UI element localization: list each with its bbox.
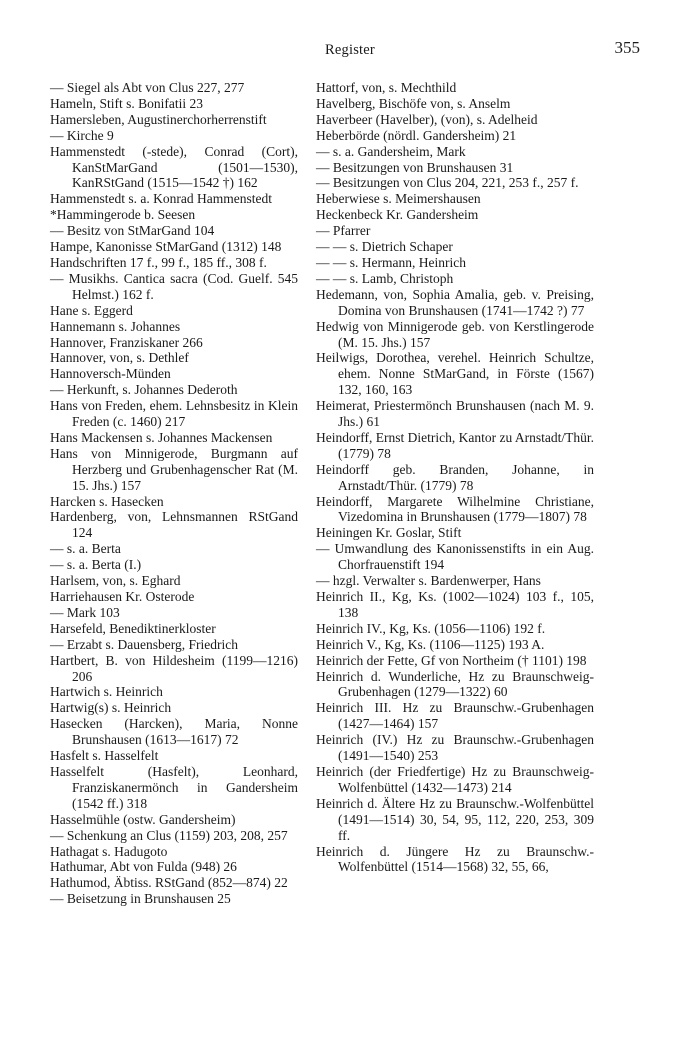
register-entry: Hannover, Franziskaner 266 xyxy=(50,334,203,350)
register-entry: — — s. Dietrich Schaper xyxy=(316,239,453,255)
register-entry: Hans Mackensen s. Johannes Mackensen xyxy=(50,429,273,445)
register-entry: — Schenkung an Clus (1159) 203, 208, 257 xyxy=(50,827,288,843)
register-entry: Hartwich s. Heinrich xyxy=(50,684,163,700)
register-entry: — Pfarrer xyxy=(316,223,371,239)
register-entry: Harlsem, von, s. Eghard xyxy=(50,573,181,589)
register-entry: Hameln, Stift s. Bonifatii 23 xyxy=(50,95,203,111)
register-entry: Hartbert, B. von Hildesheim (1199—1216) 206 xyxy=(50,652,298,684)
register-entry: Hasfelt s. Hasselfelt xyxy=(50,748,159,764)
register-column-left xyxy=(50,80,298,907)
register-entry: Harcken s. Hasecken xyxy=(50,493,164,509)
register-entry: Haverbeer (Havelber), (von), s. Adelheid xyxy=(316,111,538,127)
register-entry: — Musikhs. Cantica sacra (Cod. Guelf. 545 Helmst.) 162 f. xyxy=(50,270,298,302)
register-entry: Heinrich V., Kg, Ks. (1106—1125) 193 A. xyxy=(316,636,545,652)
running-title: Register xyxy=(325,42,375,58)
register-entry: — Mark 103 xyxy=(50,604,120,620)
register-entry: Hartwig(s) s. Heinrich xyxy=(50,700,172,716)
page-number: 355 xyxy=(614,38,640,57)
page-header xyxy=(50,38,650,62)
register-entry: Heinrich der Fette, Gf von Northeim († 1101) 198 xyxy=(316,652,587,668)
register-entry: Hannoversch-Münden xyxy=(50,366,171,382)
register-entry: Hannover, von, s. Dethlef xyxy=(50,350,189,366)
register-entry: — Beisetzung in Brunshausen 25 xyxy=(50,891,231,907)
register-entry: — Kirche 9 xyxy=(50,127,114,143)
register-entry: Heimerat, Priestermönch Brunshausen (nach M. 9. Jhs.) 61 xyxy=(316,398,594,430)
register-entry: Hattorf, von, s. Mechthild xyxy=(316,80,457,95)
register-entry: — — s. Hermann, Heinrich xyxy=(316,254,466,270)
register-entry: Heckenbeck Kr. Gandersheim xyxy=(316,207,479,223)
register-entry: Hans von Freden, ehem. Lehnsbesitz in Klein Freden (c. 1460) 217 xyxy=(50,398,298,430)
register-entry: — Siegel als Abt von Clus 227, 277 xyxy=(50,80,245,95)
register-entry: Heilwigs, Dorothea, verehel. Heinrich Schultze, ehem. Nonne StMarGand, in Förste (1567) 132, 160, 163 xyxy=(316,350,594,398)
register-entry: Hannemann s. Johannes xyxy=(50,318,181,334)
register-entry: — Umwandlung des Kanonissenstifts in ein Aug. Chorfrauenstift 194 xyxy=(316,541,594,573)
register-entry: Heberbörde (nördl. Gandersheim) 21 xyxy=(316,127,517,143)
register-entry: Heberwiese s. Meimershausen xyxy=(316,191,481,207)
register-entry: Heinrich (der Friedfertige) Hz zu Braunschweig-Wolfenbüttel (1432—1473) 214 xyxy=(316,763,594,795)
register-entry: — s. a. Berta xyxy=(50,541,121,557)
register-entry: Hedemann, von, Sophia Amalia, geb. v. Preising, Domina von Brunshausen (1741—1742 ?) 77 xyxy=(316,286,594,318)
register-entry: Hedwig von Minnigerode geb. von Kerstlingerode (M. 15. Jhs.) 157 xyxy=(316,318,594,350)
register-entry: Hathumod, Äbtiss. RStGand (852—874) 22 xyxy=(50,875,288,891)
register-entry: Heinrich d. Ältere Hz zu Braunschw.-Wolfenbüttel (1491—1514) 30, 54, 95, 112, 220, 253, 309 ff. xyxy=(316,795,594,843)
register-entry: *Hammingerode b. Seesen xyxy=(50,207,196,223)
register-entry: Hammenstedt (-stede), Conrad (Cort), KanStMarGand (1501—1530), KanRStGand (1515—1542 †) 162 xyxy=(50,143,298,191)
register-entry: Harriehausen Kr. Osterode xyxy=(50,589,195,604)
register-entry: Heinrich IV., Kg, Ks. (1056—1106) 192 f. xyxy=(316,620,546,636)
register-entry: Heinrich III. Hz zu Braunschw.-Grubenhagen (1427—1464) 157 xyxy=(316,700,594,732)
register-entry: Heiningen Kr. Goslar, Stift xyxy=(316,525,462,541)
register-entry: — Herkunft, s. Johannes Dederoth xyxy=(50,382,238,398)
register-entry: — s. a. Gandersheim, Mark xyxy=(316,143,466,159)
register-entry: Hampe, Kanonisse StMarGand (1312) 148 xyxy=(50,239,282,255)
register-entry: Heinrich d. Wunderliche, Hz zu Braunschweig-Grubenhagen (1279—1322) 60 xyxy=(316,668,594,700)
register-entry: Heinrich (IV.) Hz zu Braunschw.-Grubenhagen (1491—1540) 253 xyxy=(316,732,594,764)
register-entry: Hammenstedt s. a. Konrad Hammenstedt xyxy=(50,191,272,207)
register-entry: Heinrich d. Jüngere Hz zu Braunschw.-Wolfenbüttel (1514—1568) 32, 55, 66, xyxy=(316,843,594,875)
register-entry: Havelberg, Bischöfe von, s. Anselm xyxy=(316,95,511,111)
register-entry: — Erzabt s. Dauensberg, Friedrich xyxy=(50,636,238,652)
register-entry: Hasselfelt (Hasfelt), Leonhard, Franziskanermönch in Gandersheim (1542 ff.) 318 xyxy=(50,763,298,811)
register-entry: Harsefeld, Benediktinerkloster xyxy=(50,620,216,636)
register-entry: Heindorff geb. Branden, Johanne, in Arnstadt/Thür. (1779) 78 xyxy=(316,461,594,493)
register-entry: Handschriften 17 f., 99 f., 185 ff., 308 f. xyxy=(50,254,267,270)
register-entry: Heindorff, Ernst Dietrich, Kantor zu Arnstadt/Thür. (1779) 78 xyxy=(316,429,594,461)
register-entry: Hathagat s. Hadugoto xyxy=(50,843,168,859)
register-entry: — Besitz von StMarGand 104 xyxy=(50,223,215,239)
register-entry: Hardenberg, von, Lehnsmannen RStGand 124 xyxy=(50,509,298,541)
register-entry: Heindorff, Margarete Wilhelmine Christiane, Vizedomina in Brunshausen (1779—1807) 78 xyxy=(316,493,594,525)
register-entry: — — s. Lamb, Christoph xyxy=(316,270,454,286)
register-entry: Hane s. Eggerd xyxy=(50,302,133,318)
register-entry: Hathumar, Abt von Fulda (948) 26 xyxy=(50,859,237,875)
register-entry: Hamersleben, Augustinerchorherrenstift xyxy=(50,111,267,127)
register-entry: Hasecken (Harcken), Maria, Nonne Brunshausen (1613—1617) 72 xyxy=(50,716,298,748)
register-entry: — Besitzungen von Brunshausen 31 xyxy=(316,159,514,175)
register-entry: — Besitzungen von Clus 204, 221, 253 f., 257 f. xyxy=(316,175,579,191)
register-entry: Hans von Minnigerode, Burgmann auf Herzberg und Grubenhagenscher Rat (M. 15. Jhs.) 157 xyxy=(50,445,298,493)
register-entry: Heinrich II., Kg, Ks. (1002—1024) 103 f., 105, 138 xyxy=(316,589,594,620)
register-entry: — hzgl. Verwalter s. Bardenwerper, Hans xyxy=(316,573,541,589)
register-entry: — s. a. Berta (I.) xyxy=(50,557,142,573)
register-column-right xyxy=(316,80,594,875)
register-entry: Hasselmühle (ostw. Gandersheim) xyxy=(50,811,236,827)
